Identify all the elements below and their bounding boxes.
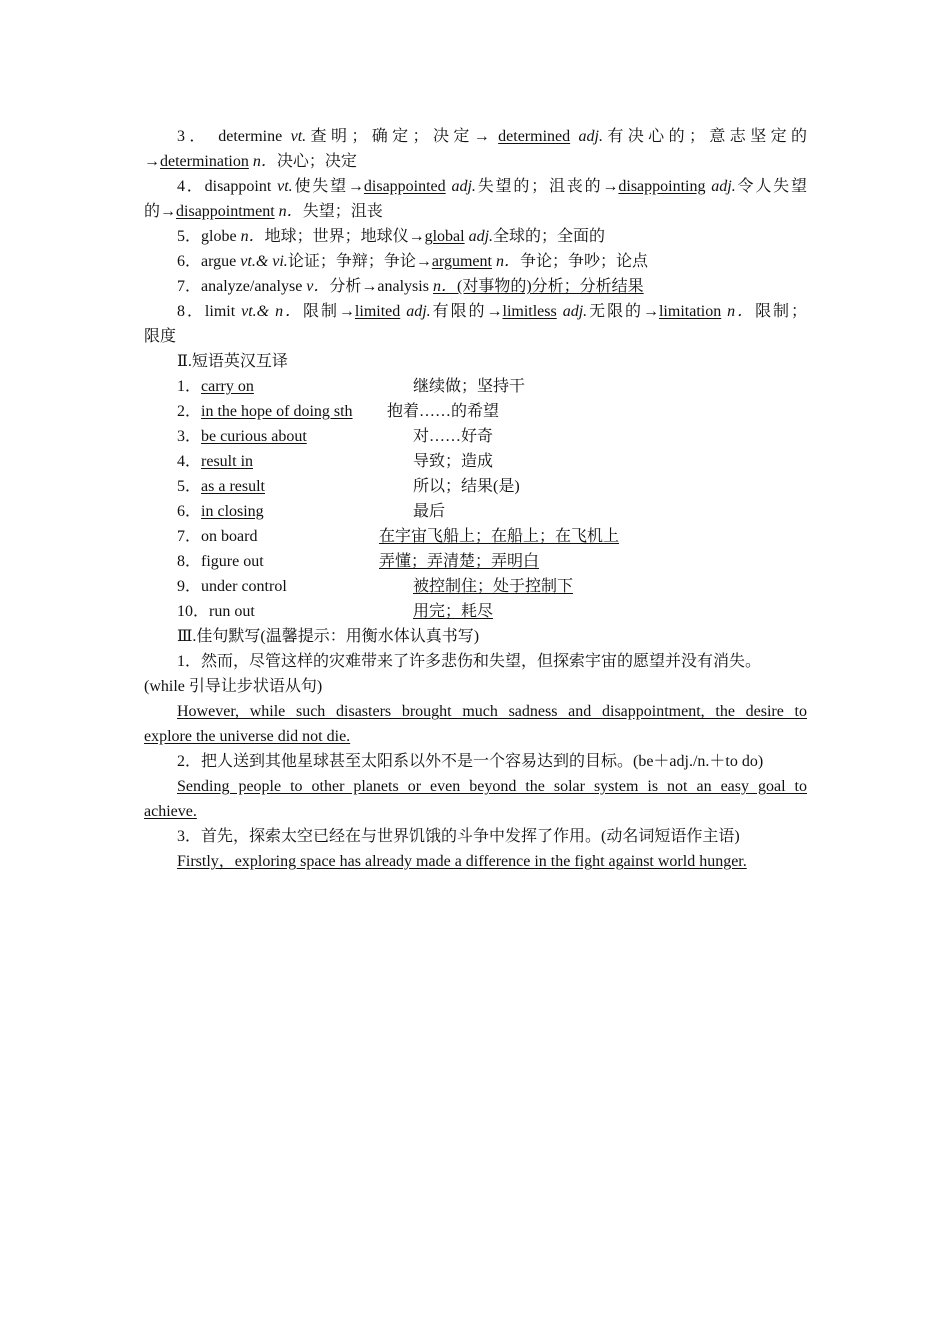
- answer-blank: argument: [431, 253, 492, 270]
- vocab-item-3-cont: →determination n．决心；决定: [144, 153, 357, 170]
- vocab-item-8-cont: 限度: [144, 328, 177, 345]
- phrase-row: 4．result in 导致；造成: [177, 453, 494, 470]
- answer-blank: global: [424, 228, 465, 245]
- vocab-item-4-cont: 的→disappointment n．失望；沮丧: [144, 203, 383, 220]
- phrase-row: 3．be curious about 对……好奇: [177, 428, 494, 445]
- sentence-2-answer: Sending people to other planets or even beyond the solar system is not an easy goal to: [177, 778, 807, 795]
- vocab-item-4: 4．disappoint vt.使失望→disappointed adj.失望的；沮丧的→disappointing adj.令人失望: [177, 178, 807, 195]
- answer-blank: determined: [498, 128, 571, 145]
- sentence-1-hint: (while 引导让步状语从句): [144, 678, 323, 695]
- sentence-1-answer-cont: explore the universe did not die.: [144, 728, 351, 745]
- phrase-row: 6．in closing 最后: [177, 503, 446, 520]
- sentence-2-answer-cont: achieve.: [144, 803, 197, 820]
- phrase-row: 9．under control 被控制住；处于控制下: [177, 578, 574, 595]
- answer-blank: limitless: [502, 303, 557, 320]
- sentence-3-prompt: 3．首先，探索太空已经在与世界饥饿的斗争中发挥了作用。(动名词短语作主语): [177, 828, 740, 845]
- vocab-item-8: 8．limit vt.& n．限制→limited adj.有限的→limitless adj.无限的→limitation n．限制；: [177, 303, 808, 320]
- vocab-item-7: 7．analyze/analyse v．分析→analysis n．(对事物的)分析；分析结果: [177, 278, 644, 295]
- phrase-row: 8．figure out 弄懂；弄清楚；弄明白: [177, 553, 540, 570]
- vocab-item-3: 3． determine vt.查明；确定；决定→ determined adj.有决心的；意志坚定的: [177, 128, 807, 145]
- answer-blank: disappointed: [363, 178, 446, 195]
- section-3-title: Ⅲ.佳句默写(温馨提示：用衡水体认真书写): [177, 628, 480, 645]
- answer-blank: disappointment: [176, 203, 275, 220]
- phrase-row: 2．in the hope of doing sth 抱着……的希望: [177, 403, 500, 420]
- sentence-1-prompt: 1．然而，尽管这样的灾难带来了许多悲伤和失望，但探索宇宙的愿望并没有消失。: [177, 653, 762, 670]
- sentence-1-answer: However, while such disasters brought much sadness and disappointment, the desire to: [177, 703, 807, 720]
- vocab-item-6: 6．argue vt.& vi.论证；争辩；争论→argument n．争论；争吵；论点: [177, 253, 648, 270]
- answer-blank: determination: [160, 153, 249, 170]
- vocab-item-5: 5．globe n．地球；世界；地球仪→global adj.全球的；全面的: [177, 228, 606, 245]
- phrase-row: 10．run out 用完；耗尽: [177, 603, 494, 620]
- phrase-row: 1．carry on 继续做；坚持干: [177, 378, 526, 395]
- sentence-2-prompt: 2．把人送到其他星球甚至太阳系以外不是一个容易达到的目标。(be＋adj./n.＋to do): [177, 753, 764, 770]
- phrase-row: 5．as a result 所以；结果(是): [177, 478, 520, 495]
- answer-blank: (对事物的)分析；分析结果: [456, 278, 644, 295]
- section-2-title: Ⅱ.短语英汉互译: [177, 353, 288, 370]
- phrase-row: 7．on board 在宇宙飞船上；在船上；在飞机上: [177, 528, 620, 545]
- answer-blank: limitation: [658, 303, 722, 320]
- answer-blank: limited: [354, 303, 401, 320]
- sentence-3-answer: Firstly，exploring space has already made a difference in the fight against world hunger.: [177, 853, 747, 870]
- answer-blank: disappointing: [618, 178, 706, 195]
